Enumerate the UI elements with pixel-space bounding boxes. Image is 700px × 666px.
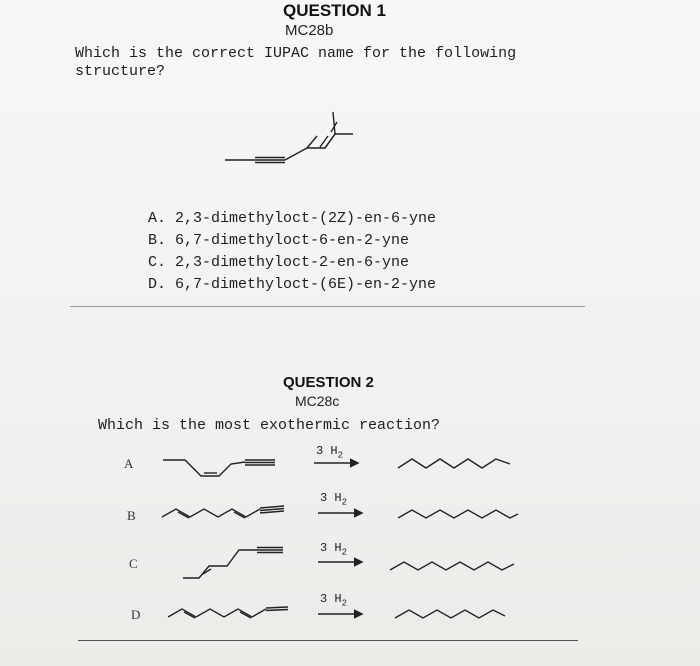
reaction-b-arrow [318, 508, 368, 518]
reaction-c-reactant [183, 540, 313, 584]
reaction-c-arrow [318, 557, 368, 567]
reaction-c-reagent: 3 $H_2$ [320, 541, 348, 558]
reaction-b-product [398, 506, 528, 526]
option-d[interactable]: D. 6,7-dimethyloct-(6E)-en-2-yne [148, 276, 437, 293]
option-b[interactable]: B. 6,7-dimethyloct-6-en-2-yne [148, 232, 410, 249]
question-2-code: MC28c [295, 393, 340, 409]
reaction-d-reactant [168, 603, 298, 625]
question-1-code: MC28b [285, 22, 334, 39]
reaction-d-arrow [318, 609, 368, 619]
option-c[interactable]: C. 2,3-dimethyloct-2-en-6-yne [148, 254, 410, 271]
reaction-a-product [398, 454, 518, 474]
question-2-title: QUESTION 2 [283, 374, 374, 391]
reaction-b-reactant [162, 503, 292, 527]
bottom-divider [78, 640, 578, 641]
question-1-title: QUESTION 1 [283, 1, 386, 20]
question-2-prompt: Which is the most exothermic reaction? [98, 417, 441, 434]
reaction-a-label[interactable]: A [124, 456, 134, 471]
reaction-a-reagent: 3 $H_2$ [316, 444, 344, 461]
reaction-c-label[interactable]: C [129, 556, 138, 571]
reaction-d-reagent: 3 $H_2$ [320, 592, 348, 609]
reaction-d-label[interactable]: D [131, 607, 141, 622]
reaction-a-reactant [163, 452, 283, 482]
question-1-prompt-line2: structure? [75, 63, 166, 80]
reaction-d-product [395, 604, 515, 626]
reaction-c-product [390, 556, 520, 578]
option-a[interactable]: A. 2,3-dimethyloct-(2Z)-en-6-yne [148, 210, 437, 227]
reaction-b-label[interactable]: B [127, 508, 136, 523]
reaction-b-reagent: 3 $H_2$ [320, 491, 348, 508]
reaction-a-arrow [314, 458, 364, 468]
question-1-prompt-line1: Which is the correct IUPAC name for the following [75, 45, 517, 62]
question-1-structure [225, 112, 385, 172]
divider [70, 306, 585, 307]
